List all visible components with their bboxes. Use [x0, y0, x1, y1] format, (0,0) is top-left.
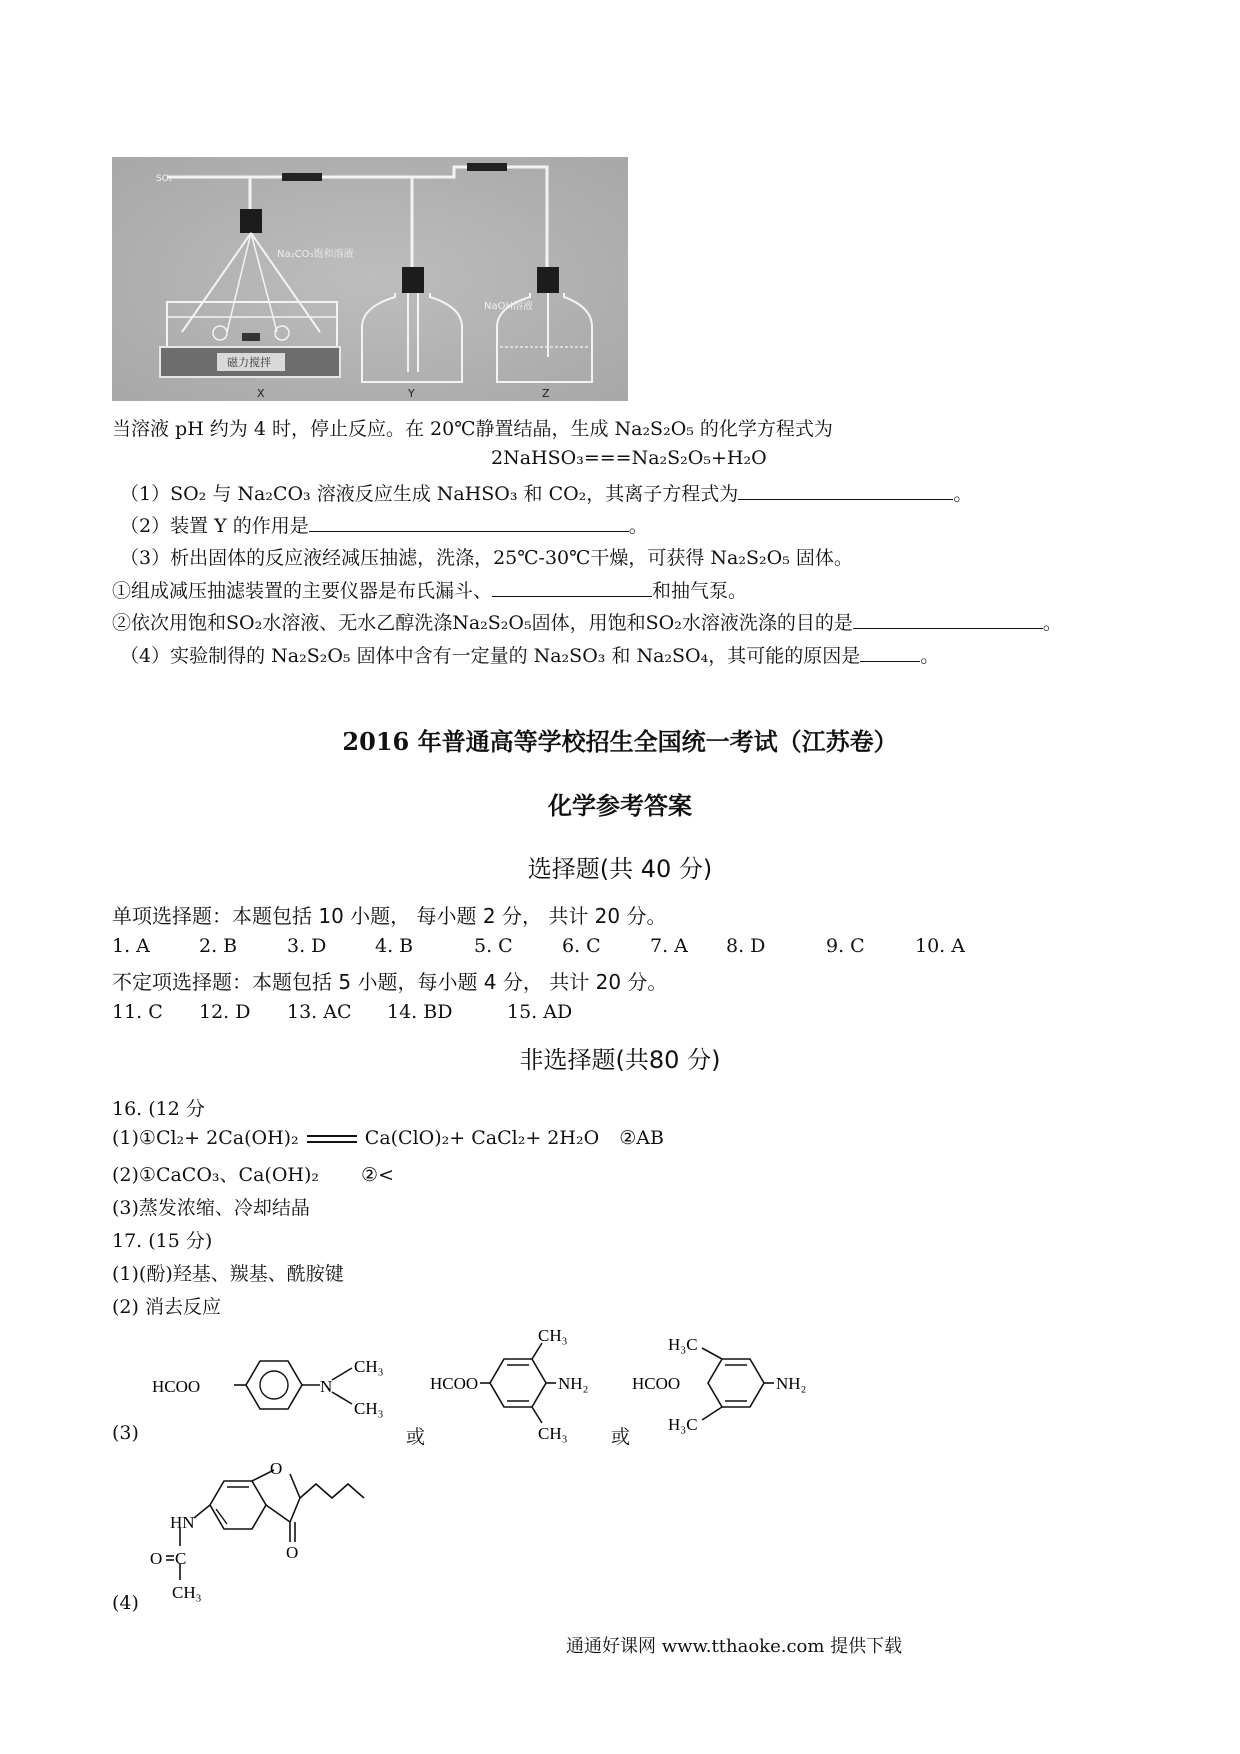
question-4-text: （4）实验制得的 Na₂S₂O₅ 固体中含有一定量的 Na₂SO₃ 和 Na₂SO₄，其可能的原因是 [120, 645, 861, 667]
answer-blank-3b [853, 610, 1043, 629]
answers-subtitle: 化学参考答案 [548, 791, 692, 820]
struct3-hcoo: HCOO [632, 1374, 681, 1393]
q17-part1: (1)(酚)羟基、羰基、酰胺键 [112, 1263, 344, 1285]
struct2-ch3-top: CH₃ [538, 1326, 568, 1345]
answer-blank-4 [860, 643, 920, 662]
struct4-hn: HN [170, 1513, 195, 1532]
q16-part2-answer1: (2)①CaCO₃、Ca(OH)₂ [112, 1164, 319, 1186]
multi-choice-header: 不定项选择题：本题包括 5 小题，每小题 4 分， 共计 20 分。 [112, 970, 668, 994]
answer-item: 4. B [375, 935, 414, 957]
equation-equals-sign [305, 1132, 359, 1146]
q17-or-1: 或 [406, 1426, 426, 1448]
struct2-ch3-bottom: CH₃ [538, 1424, 568, 1443]
answer-item: 5. C [474, 935, 513, 957]
q16-heading: 16. (12 分 [112, 1098, 205, 1120]
struct3-h3c-top: H₃C [668, 1335, 698, 1354]
answer-item: 13. AC [287, 1001, 352, 1023]
question-1 [120, 479, 972, 506]
choice-section-header: 选择题(共 40 分) [527, 855, 713, 883]
answer-blank-3a [492, 578, 652, 597]
question-2-end: 。 [628, 515, 648, 537]
question-3a-text: ①组成减压抽滤装置的主要仪器是布氏漏斗、 [112, 580, 493, 602]
label-so2: SO₂ [156, 174, 173, 184]
struct3-h3c-bottom: H₃C [668, 1415, 698, 1434]
struct1-n: N [320, 1377, 333, 1396]
struct4-o-ketone: O [286, 1543, 299, 1562]
answer-item: 9. C [826, 935, 865, 957]
answer-blank-1 [738, 481, 953, 500]
label-y: Y [408, 387, 415, 400]
struct4-o-amide: O [150, 1549, 163, 1568]
answer-item: 14. BD [387, 1001, 453, 1023]
label-naoh: NaOH溶液 [484, 301, 533, 312]
nonchoice-section-header: 非选择题(共80 分) [519, 1046, 721, 1074]
struct1-ch3-bottom: CH₃ [354, 1399, 384, 1418]
struct2-nh2: NH₂ [558, 1374, 589, 1393]
q17-heading: 17. (15 分) [112, 1230, 213, 1252]
label-z: Z [542, 387, 550, 400]
q17-part2: (2) 消去反应 [112, 1296, 221, 1318]
struct4-c: C [175, 1549, 187, 1568]
question-3: （3）析出固体的反应液经减压抽滤，洗涤，25℃-30℃干燥，可获得 Na₂S₂O₅ 固体。 [120, 547, 853, 569]
question-1-text: （1）SO₂ 与 Na₂CO₃ 溶液反应生成 NaHSO₃ 和 CO₂，其离子方程式为 [120, 483, 739, 505]
apparatus-drawing [112, 157, 628, 401]
answer-item: 6. C [562, 935, 601, 957]
q17-part3-label: (3) [112, 1422, 139, 1444]
struct3-nh2: NH₂ [776, 1374, 807, 1393]
structure-dimethyl-aminophenyl-formate-a [428, 1325, 628, 1445]
struct1-hcoo: HCOO [152, 1377, 201, 1396]
struct1-ch3-top: CH₃ [354, 1357, 384, 1376]
q16-part1-answer2: ②AB [619, 1127, 664, 1149]
answer-item: 8. D [726, 935, 766, 957]
struct4-o-ring: O [270, 1460, 283, 1478]
question-4-end: 。 [920, 645, 940, 667]
q17-or-2: 或 [611, 1426, 631, 1448]
label-na2co3: Na₂CO₃饱和溶液 [277, 249, 354, 260]
answer-item: 11. C [112, 1001, 163, 1023]
single-choice-header: 单项选择题：本题包括 10 小题， 每小题 2 分， 共计 20 分。 [112, 904, 667, 928]
question-3a-end: 和抽气泵。 [652, 580, 748, 602]
question-3b-end: 。 [1042, 612, 1062, 634]
question-3b [112, 608, 1062, 635]
label-stirrer: 磁力搅拌 [227, 356, 271, 369]
question-1-end: 。 [953, 483, 973, 505]
question-3b-text: ②依次用饱和SO₂水溶液、无水乙醇洗涤Na₂S₂O₅固体，用饱和SO₂水溶液洗涤的目的是 [112, 612, 853, 634]
answer-item: 3. D [287, 935, 327, 957]
q17-part4-label: (4) [112, 1592, 139, 1614]
question-equation: 2NaHSO₃===Na₂S₂O₅+H₂O [491, 447, 767, 469]
answer-item: 2. B [199, 935, 238, 957]
answers-title: 2016 年普通高等学校招生全国统一考试（江苏卷） [342, 727, 898, 756]
question-2 [120, 511, 648, 538]
apparatus-figure [112, 157, 628, 401]
answer-item: 1. A [112, 935, 150, 957]
structure-benzofuranone-amide [150, 1460, 410, 1630]
question-4 [120, 641, 939, 668]
q16-part1 [112, 1127, 664, 1149]
footer-source: 通通好课网 www.tthaoke.com 提供下载 [566, 1636, 903, 1657]
q16-part2-answer2: ②< [361, 1164, 394, 1186]
q16-part1-reactants: (1)①Cl₂+ 2Ca(OH)₂ [112, 1127, 299, 1149]
structure-dimethylamino-formate [150, 1340, 400, 1430]
question-2-text: （2）装置 Y 的作用是 [120, 515, 309, 537]
label-x: X [257, 387, 265, 400]
structure-dimethyl-aminophenyl-formate-b [632, 1330, 832, 1450]
q16-part2 [112, 1160, 394, 1187]
q16-part3: (3)蒸发浓缩、冷却结晶 [112, 1197, 310, 1219]
struct2-hcoo: HCOO [430, 1374, 479, 1393]
answer-item: 12. D [199, 1001, 251, 1023]
answer-item: 7. A [650, 935, 688, 957]
answer-blank-2 [309, 513, 629, 532]
q16-part1-products: Ca(ClO)₂+ CaCl₂+ 2H₂O [364, 1127, 600, 1149]
struct4-ch3: CH₃ [172, 1583, 202, 1602]
question-intro: 当溶液 pH 约为 4 时，停止反应。在 20℃静置结晶，生成 Na₂S₂O₅ 的化学方程式为 [112, 418, 833, 440]
answer-item: 10. A [915, 935, 965, 957]
answer-item: 15. AD [507, 1001, 573, 1023]
question-3a [112, 576, 747, 603]
